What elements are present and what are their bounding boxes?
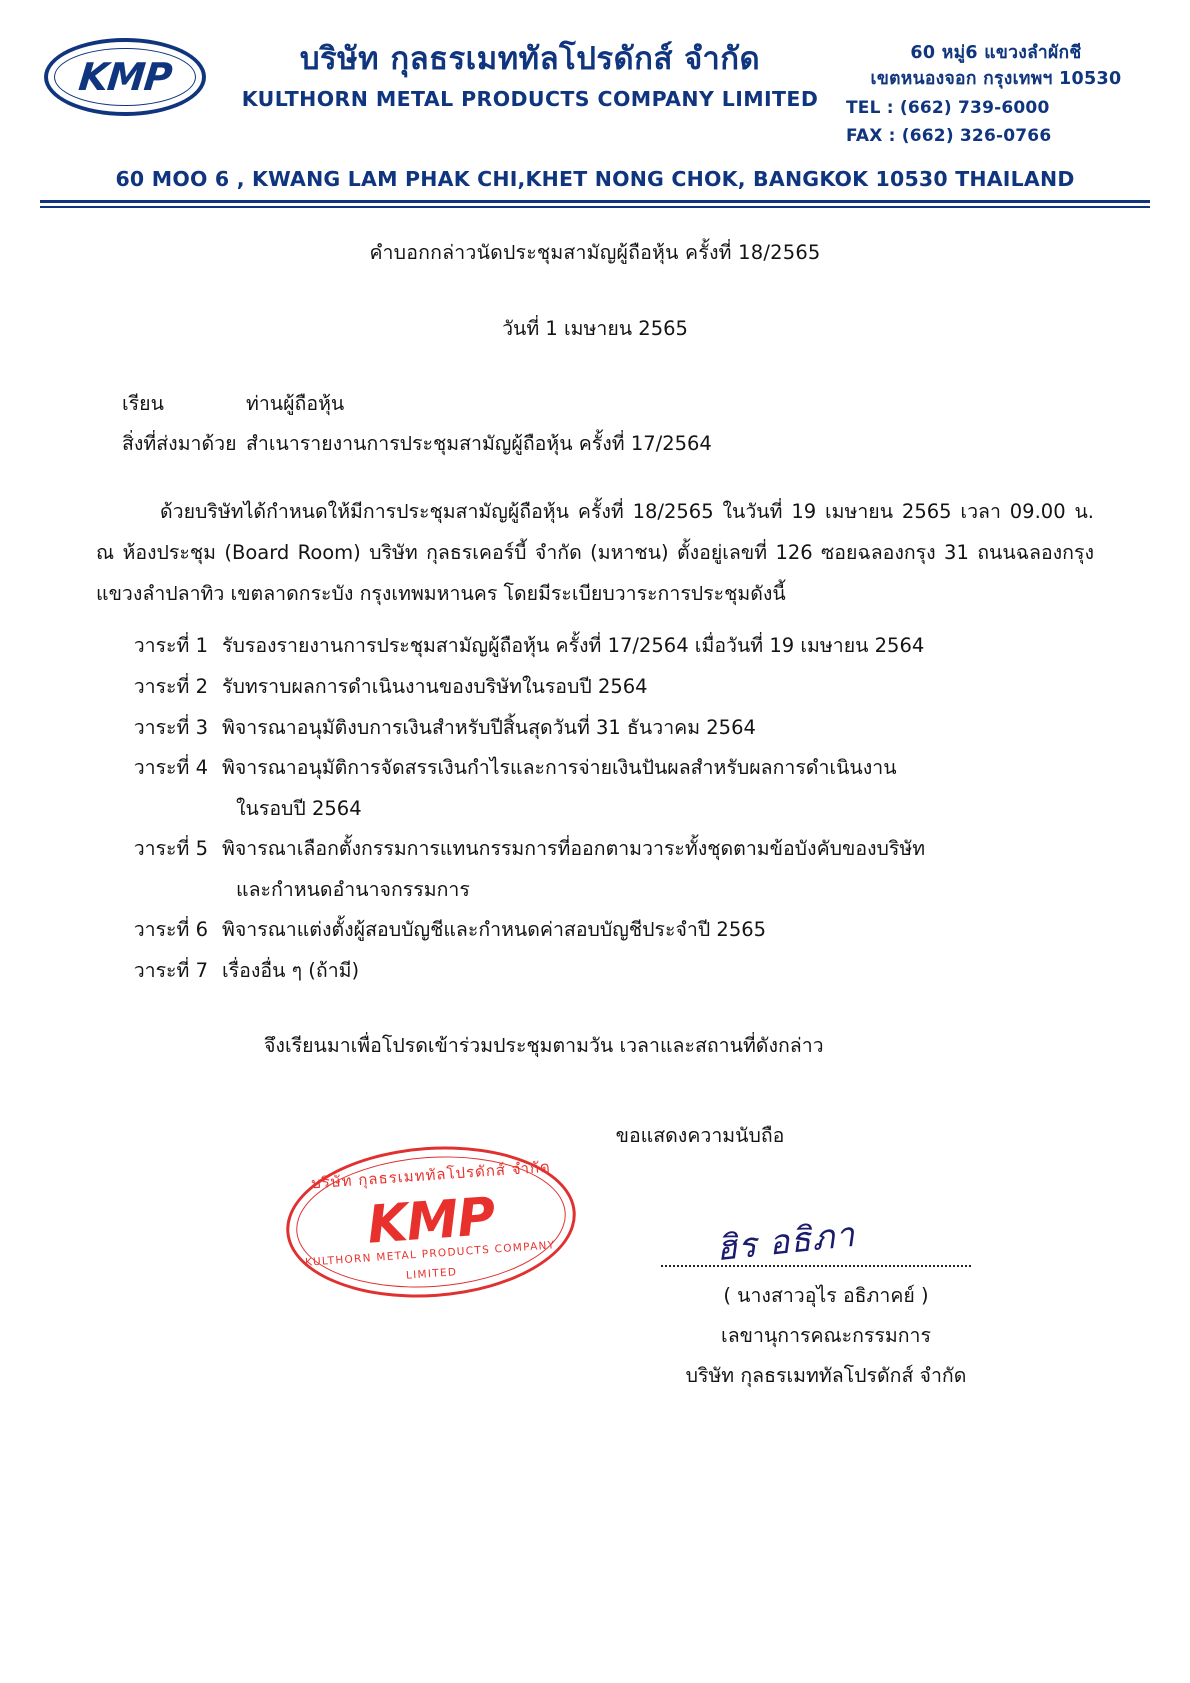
company-name-english: KULTHORN METAL PRODUCTS COMPANY LIMITED — [241, 86, 819, 111]
document-date: วันที่ 1 เมษายน 2565 — [502, 316, 688, 340]
regards-line: ขอแสดงความนับถือ — [615, 1124, 785, 1148]
signature-dotted-line — [661, 1265, 971, 1267]
addressee-row — [96, 384, 1094, 424]
agenda-item — [96, 626, 1094, 667]
company-seal-stamp — [286, 1147, 576, 1297]
agenda-item-continuation: และกำหนดอำนาจกรรมการ — [236, 877, 470, 901]
company-name-thai: บริษัท กุลธรเมททัลโปรดักส์ จำกัด — [299, 41, 761, 77]
document-title: คำบอกกล่าวนัดประชุมสามัญผู้ถือหุ้น ครั้งที่ 18/2565 — [369, 240, 821, 264]
agenda-item — [96, 667, 1094, 708]
addressee-block — [96, 384, 1094, 464]
header-divider-thick — [40, 200, 1150, 203]
agenda-item-label: วาระที่ 3 — [133, 715, 208, 739]
logo-text: KMP — [76, 55, 174, 99]
agenda-item-text: พิจารณาเลือกตั้งกรรมการแทนกรรมการที่ออกตามวาระทั้งชุดตามข้อบังคับของบริษัท — [222, 837, 926, 861]
agenda-item — [96, 951, 1094, 992]
telephone-line: TEL : (662) 739-6000 — [846, 97, 1050, 118]
address-thai-line-1: 60 หมู่6 แขวงลำผักชี — [910, 43, 1082, 63]
agenda-item-text: พิจารณาอนุมัติงบการเงินสำหรับปีสิ้นสุดวันที่ 31 ธันวาคม 2564 — [222, 715, 756, 739]
agenda-item-label: วาระที่ 1 — [133, 634, 208, 658]
enclosure-row — [96, 424, 1094, 464]
logo-oval-icon — [44, 38, 206, 116]
intro-paragraph — [96, 492, 1094, 615]
agenda-item-text: รับทราบผลการดำเนินงานของบริษัทในรอบปี 2564 — [222, 675, 648, 699]
agenda-item-label: วาระที่ 6 — [133, 918, 208, 942]
enclosure-value: สำเนารายงานการประชุมสามัญผู้ถือหุ้น ครั้งที่ 17/2564 — [246, 431, 712, 455]
seal-kmp-text: KMP — [365, 1187, 497, 1257]
signatory-name: ( นางสาวอุไร อธิภาคย์ ) — [723, 1284, 929, 1308]
header-address-block — [846, 34, 1146, 149]
handwritten-signature: ฮิร อธิภา — [714, 1215, 858, 1270]
enclosure-label: สิ่งที่ส่งมาด้วย — [122, 431, 237, 455]
signatory-role: เลขานุการคณะกรรมการ — [721, 1324, 931, 1348]
agenda-item-text: พิจารณาอนุมัติการจัดสรรเงินกำไรและการจ่ายเงินปันผลสำหรับผลการดำเนินงาน — [222, 756, 897, 780]
agenda-item — [96, 829, 1094, 870]
addressee-value: ท่านผู้ถือหุ้น — [246, 391, 345, 415]
agenda-item-text: พิจารณาแต่งตั้งผู้สอบบัญชีและกำหนดค่าสอบบัญชีประจำปี 2565 — [222, 918, 767, 942]
agenda-item-label: วาระที่ 2 — [133, 675, 208, 699]
document-body — [0, 208, 1190, 1408]
letterhead — [0, 0, 1190, 149]
agenda-item-label: วาระที่ 7 — [133, 958, 208, 982]
signatory-company: บริษัท กุลธรเมททัลโปรดักส์ จำกัด — [685, 1364, 967, 1388]
address-thai-line-2: เขตหนองจอก กรุงเทพฯ 10530 — [870, 69, 1122, 90]
seal-thai-text: บริษัท กุลธรเมททัลโปรดักส์ จำกัด — [310, 1158, 552, 1193]
company-name-block — [214, 34, 846, 111]
company-logo — [44, 34, 224, 116]
address-english-line: 60 MOO 6 , KWANG LAM PHAK CHI,KHET NONG CHOK, BANGKOK 10530 THAILAND — [115, 167, 1075, 192]
agenda-item-text: เรื่องอื่น ๆ (ถ้ามี) — [222, 958, 360, 982]
agenda-item-text: รับรองรายงานการประชุมสามัญผู้ถือหุ้น ครั้งที่ 17/2564 เมื่อวันที่ 19 เมษายน 2564 — [222, 634, 925, 658]
agenda-item — [96, 708, 1094, 749]
intro-paragraph-text: ด้วยบริษัทได้กำหนดให้มีการประชุมสามัญผู้ถือหุ้น ครั้งที่ 18/2565 ในวันที่ 19 เมษายน 2565 เวลา 09.00 น. ณ ห้องประชุม (Board Room) บริษัท กุลธรเคอร์บี้ จำกัด (มหาชน) ตั้งอยู่เลขที่ 126 ซอยฉลองกรุง 31 ถนนฉลองกรุง แขวงลำปลาทิว เขตลาดกระบัง กรุงเทพมหานคร โดยมีระเบียบวาระการประชุมดังนี้ — [96, 499, 1094, 605]
agenda-item-label: วาระที่ 4 — [133, 756, 208, 780]
seal-english-text: KULTHORN METAL PRODUCTS COMPANY LIMITED — [304, 1239, 556, 1283]
agenda-item-continuation: ในรอบปี 2564 — [236, 796, 362, 820]
fax-line: FAX : (662) 326-0766 — [846, 125, 1052, 146]
closing-paragraph: จึงเรียนมาเพื่อโปรดเข้าร่วมประชุมตามวัน เวลาและสถานที่ดังกล่าว — [264, 1034, 824, 1058]
agenda-list — [96, 626, 1094, 991]
signature-area — [96, 1117, 1094, 1407]
agenda-item-label: วาระที่ 5 — [133, 837, 208, 861]
agenda-item — [96, 910, 1094, 951]
addressee-label: เรียน — [122, 391, 164, 415]
agenda-item — [96, 748, 1094, 789]
